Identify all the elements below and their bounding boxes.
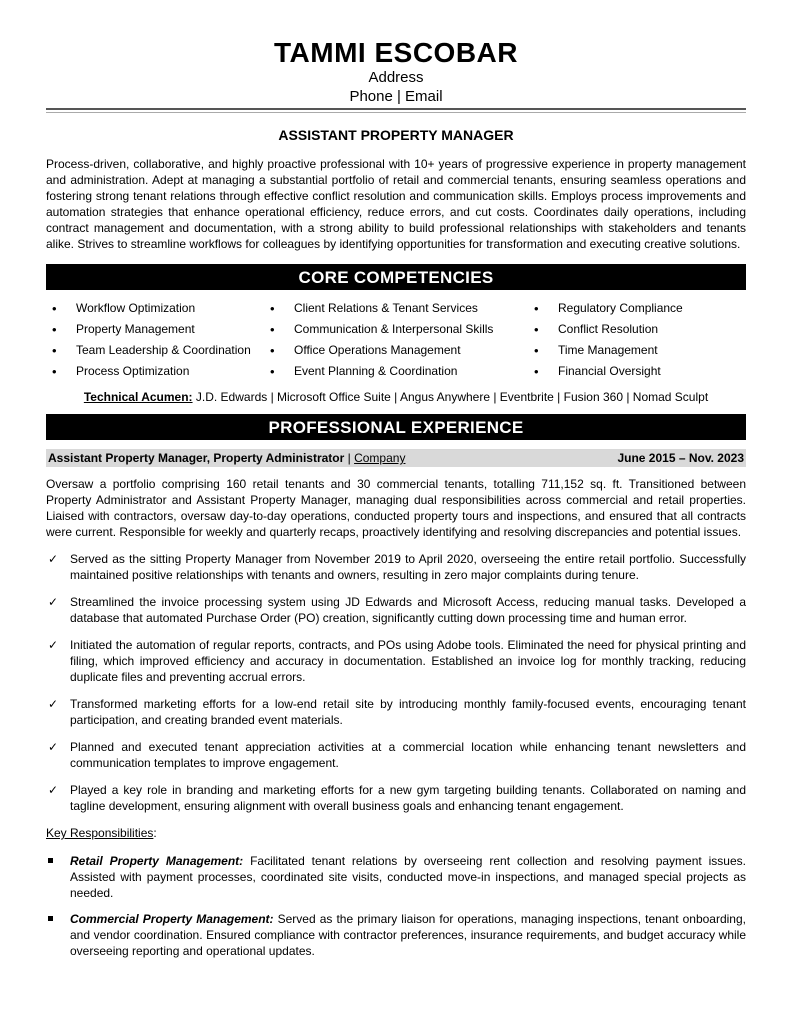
job-title-line bbox=[48, 449, 405, 467]
address-line: Address bbox=[368, 69, 424, 86]
checkmark-icon: ✓ bbox=[48, 783, 59, 797]
achievement-item bbox=[46, 739, 746, 771]
responsibility-lead: Commercial Property Management: bbox=[70, 912, 274, 926]
achievement-text: Transformed marketing efforts for a low-end retail site by introducing monthly family-focused events, encouraging tenant participation, and creating branded event materials. bbox=[70, 697, 746, 727]
key-responsibilities-colon: : bbox=[153, 826, 157, 840]
achievement-text: Streamlined the invoice processing system using JD Edwards and Microsoft Access, reducing manual tasks. Developed a database that automated Purchase Order (PO) creation, significantly cutting down processing time and human error. bbox=[70, 595, 746, 625]
summary-paragraph: Process-driven, collaborative, and highly proactive professional with 10+ years of progressive experience in property management and administration. Adept at managing a substantial portfolio of retail and commercial tenants, ensuring seamless operations and fostering strong tenant relations through effective conflict resolution and communication skills. Employs process improvements and automation strategies that enhance operational efficiency, reduce errors, and cut costs. Coordinates daily operations, including contract management and documentation, with a strong ability to build professional relationships with stakeholders and tenants alike. Strives to streamline workflows for colleagues by identifying opportunities for transformation and executing creative solutions. bbox=[46, 157, 746, 251]
square-bullet-icon bbox=[48, 858, 53, 863]
headline: ASSISTANT PROPERTY MANAGER bbox=[278, 127, 514, 143]
competencies-column-2 bbox=[264, 298, 522, 382]
phone-email-line: Phone | Email bbox=[349, 88, 443, 105]
technical-acumen-label: Technical Acumen: bbox=[83, 390, 193, 404]
competency-item: • Team Leadership & Coordination bbox=[46, 340, 276, 361]
competency-item: • Regulatory Compliance bbox=[528, 298, 738, 319]
competency-item: • Process Optimization bbox=[46, 361, 276, 382]
key-responsibilities-heading bbox=[46, 825, 746, 841]
technical-acumen-value: J.D. Edwards | Microsoft Office Suite | Angus Anywhere | Eventbrite | Fusion 360 | Nomad Sculpt bbox=[192, 390, 709, 404]
achievement-text: Played a key role in branding and marketing efforts for a new gym targeting building tenants. Collaborated on naming and tagline development, ensuring alignment with overall business goals and enhancing tenant engagement. bbox=[70, 783, 746, 813]
achievement-text: Planned and executed tenant appreciation activities at a commercial location while enhancing tenant newsletters and communication templates to improve engagement. bbox=[70, 740, 746, 770]
responsibility-text: Served as the primary liaison for operations, managing inspections, tenant onboarding, and vendor coordination. Ensured compliance with contractor preferences, insurance requirements, and budget accuracy while overseeing reporting and operational updates. bbox=[70, 912, 746, 958]
achievement-text: Initiated the automation of regular reports, contracts, and POs using Adobe tools. Eliminated the need for physical printing and filing, which improved efficiency and accuracy in documentation. Established an invoice log for monthly tracking, reducing duplicate files and preventing accrual errors. bbox=[70, 638, 746, 684]
section-heading-experience: PROFESSIONAL EXPERIENCE bbox=[46, 414, 746, 440]
job-dates: June 2015 – Nov. 2023 bbox=[617, 451, 744, 465]
candidate-name: TAMMI ESCOBAR bbox=[274, 37, 518, 68]
company-name: Company bbox=[354, 451, 406, 465]
responsibility-lead: Retail Property Management: bbox=[70, 854, 244, 868]
responsibility-item bbox=[46, 853, 746, 901]
competencies-grid bbox=[46, 298, 746, 382]
competency-item: • Client Relations & Tenant Services bbox=[264, 298, 522, 319]
technical-acumen bbox=[46, 389, 746, 405]
competency-item: • Event Planning & Coordination bbox=[264, 361, 522, 382]
competency-item: • Office Operations Management bbox=[264, 340, 522, 361]
responsibilities-list bbox=[46, 853, 746, 959]
resume-page bbox=[46, 38, 746, 969]
responsibility-item bbox=[46, 911, 746, 959]
square-bullet-icon bbox=[48, 916, 53, 921]
section-heading-competencies: CORE COMPETENCIES bbox=[46, 264, 746, 290]
achievements-list bbox=[46, 551, 746, 814]
key-responsibilities-label: Key Responsibilities bbox=[46, 826, 154, 840]
achievement-item bbox=[46, 696, 746, 728]
competency-item: • Time Management bbox=[528, 340, 738, 361]
competency-item: • Communication & Interpersonal Skills bbox=[264, 319, 522, 340]
checkmark-icon: ✓ bbox=[48, 552, 59, 566]
job-overview: Oversaw a portfolio comprising 160 retail tenants and 30 commercial tenants, totalling 711,152 sq. ft. Transitioned between Property Administrator and Assistant Property Manager, managing dual responsibilities across commercial and retail properties. Liaised with contractors, oversaw day-to-day operations, conducted property tours and inspections, and ensured that all contracts were current. Responsible for weekly and quarterly recaps, proactively identifying and resolving discrepancies and potential issues. bbox=[46, 477, 746, 539]
achievement-item bbox=[46, 782, 746, 814]
achievement-item bbox=[46, 637, 746, 685]
competency-item: • Financial Oversight bbox=[528, 361, 738, 382]
header-divider-thin bbox=[46, 112, 746, 113]
job-separator: | bbox=[344, 451, 355, 465]
competencies-column-1 bbox=[46, 298, 276, 382]
achievement-item bbox=[46, 551, 746, 583]
checkmark-icon: ✓ bbox=[48, 638, 59, 652]
responsibility-text: Facilitated tenant relations by overseeing rent collection and resolving payment issues. Assisted with payment processes, coordinated site visits, conducted move-in inspections, and managed special projects as needed. bbox=[70, 854, 746, 900]
competency-item: • Property Management bbox=[46, 319, 276, 340]
achievement-item bbox=[46, 594, 746, 626]
job-title: Assistant Property Manager, Property Administrator bbox=[48, 451, 345, 465]
competencies-column-3 bbox=[528, 298, 738, 382]
checkmark-icon: ✓ bbox=[48, 697, 59, 711]
job-header bbox=[46, 449, 746, 467]
competency-item: • Conflict Resolution bbox=[528, 319, 738, 340]
competency-item: • Workflow Optimization bbox=[46, 298, 276, 319]
header-divider bbox=[46, 108, 746, 110]
checkmark-icon: ✓ bbox=[48, 595, 59, 609]
checkmark-icon: ✓ bbox=[48, 740, 59, 754]
achievement-text: Served as the sitting Property Manager from November 2019 to April 2020, overseeing the entire retail portfolio. Successfully maintained positive relationships with tenants and owners, resulting in zero major complaints during tenure. bbox=[70, 552, 746, 582]
